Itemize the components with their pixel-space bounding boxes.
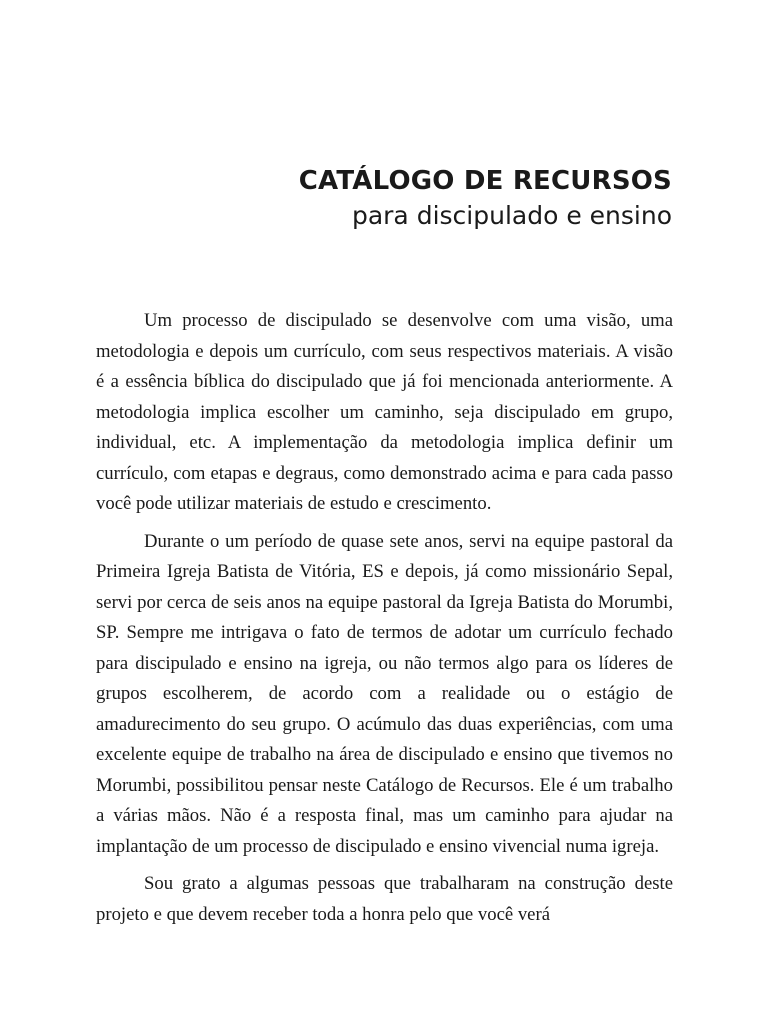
chapter-subtitle: para discipulado e ensino [351,201,672,230]
paragraph: Durante o um período de quase sete anos, servi na equipe pastoral da Primeira Igreja Batista de Vitória, ES e depois, já como missionário Sepal, servi por cerca de seis anos na equipe pastoral da Igreja Batista do Morumbi, SP. Sempre me intrigava o fato de termos de adotar um currículo fechado para discipulado e ensino na igreja, ou não termos algo para os líderes de grupos escolherem, de acordo com a realidade ou o estágio de amadurecimento do seu grupo. O acúmulo das duas experiências, com uma excelente equipe de trabalho na área de discipulado e ensino que tivemos no Morumbi, possibilitou pensar neste Catálogo de Recursos. Ele é um trabalho a várias mãos. Não é a resposta final, mas um caminho para ajudar na implantação de um processo de discipulado e ensino vivencial numa igreja. [96,530,673,857]
chapter-heading [299,164,672,234]
chapter-title: CATÁLOGO DE RECURSOS [298,166,672,196]
paragraph: Um processo de discipulado se desenvolve com uma visão, uma metodologia e depois um currículo, com seus respectivos materiais. A visão é a essência bíblica do discipulado que já foi mencionada anteriormente. A metodologia implica escolher um caminho, seja discipulado em grupo, individual, etc. A implementação da metodologia implica definir um currículo, com etapas e degraus, como demonstrado acima e para cada passo você pode utilizar materiais de estudo e crescimento. [96,310,673,514]
body-text [96,306,673,937]
paragraph: Sou grato a algumas pessoas que trabalharam na construção deste projeto e que devem receber toda a honra pelo que você verá [96,873,673,925]
